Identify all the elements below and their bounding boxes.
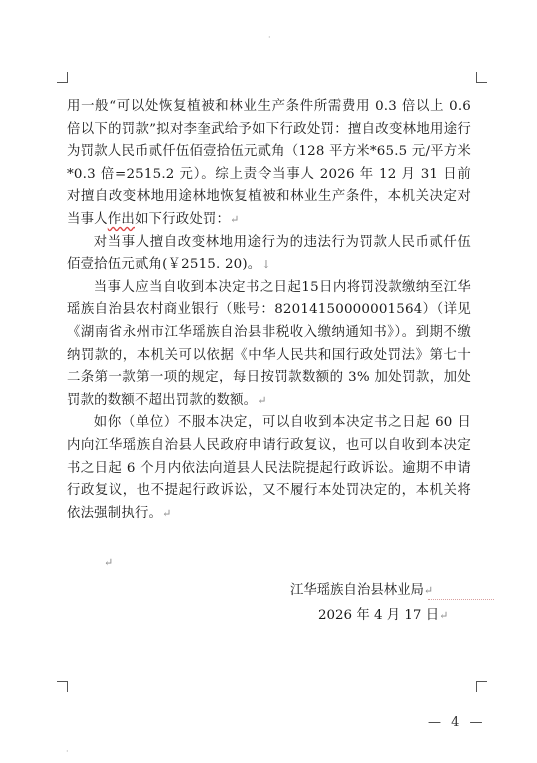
paragraph-mark-icon: ↵ <box>162 506 172 520</box>
signature-date <box>318 605 448 627</box>
date-text: 2026 年 4 月 17 日 <box>318 608 440 623</box>
margin-corner-top-right <box>476 72 487 83</box>
spellcheck-underlined-text: 作出 <box>107 211 135 227</box>
paragraph-mark-icon: ↵ <box>257 393 267 407</box>
paragraph-mark-icon: ↵ <box>230 212 240 226</box>
margin-corner-top-left <box>57 72 68 83</box>
paragraph-appeal-rights <box>67 412 471 525</box>
empty-paragraph-mark-icon: ↵ <box>104 556 114 569</box>
margin-corner-bottom-right <box>476 681 487 692</box>
paragraph-text: 对当事人擅自改变林地用途行为的违法行为罚款人民币贰仟伍佰壹拾伍元贰角(￥2515. 20)。 <box>67 234 471 273</box>
organization-name: 江华瑶族自治县林业局 <box>290 583 424 598</box>
paragraph-mark-icon: ↵ <box>423 584 434 597</box>
page-number: — 4 — <box>428 715 486 730</box>
paragraph-text: 如你（单位）不服本决定，可以自收到本决定书之日起 60 日内向江华瑶族自治县人民政府申请行政复议，也可以自收到本决定书之日起 6 个月内依法向道县人民法院提起行政诉讼。逾期不申请行政复议，也不提起行政诉讼，又不履行本处罚决定的，本机关将依法强制执行。 <box>67 415 471 521</box>
paragraph-penalty-decision <box>67 232 471 277</box>
paragraph-mark-icon: ↵ <box>439 609 449 622</box>
margin-corner-bottom-left <box>57 681 68 692</box>
line-break-icon: ↓ <box>261 258 271 272</box>
tracking-dotted-line <box>428 599 494 600</box>
signature-organization <box>290 580 433 602</box>
paragraph-text: 当事人应当自收到本决定书之日起15日内将罚没款缴纳至江华瑶族自治县农村商业银行（账号：82014150000001564）（详见《湖南省永州市江华瑶族自治县非税收入缴纳通知书》）。到期不缴纳罚款的，本机关可以依据《中华人民共和国行政处罚法》第七十二条第一款第一项的规定，每日按罚款数额的 3% 加处罚款，加处罚款的数额不超出罚款的数额。 <box>67 279 471 408</box>
top-marker: · <box>268 33 271 42</box>
document-body <box>67 96 471 525</box>
paragraph-penalty-basis <box>67 96 471 232</box>
paragraph-payment-terms <box>67 277 471 413</box>
paragraph-text: 用一般“可以处恢复植被和林业生产条件所需费用 0.3 倍以上 0.6 倍以下的罚款”拟对李奎武给予如下行政处罚：擅自改变林地用途行为罚款人民币贰仟伍佰壹拾伍元贰角（128 平方米*65.5 元/平方米*0.3 倍=2515.2 元）。综上责令当事人 2026 年 12 月 31 日前对擅自改变林地用途林地恢复植被和林业生产条件，本机关决定对当事人 <box>67 99 471 227</box>
paragraph-text: 如下行政处罚： <box>134 211 231 227</box>
bottom-marker: · <box>66 747 69 756</box>
